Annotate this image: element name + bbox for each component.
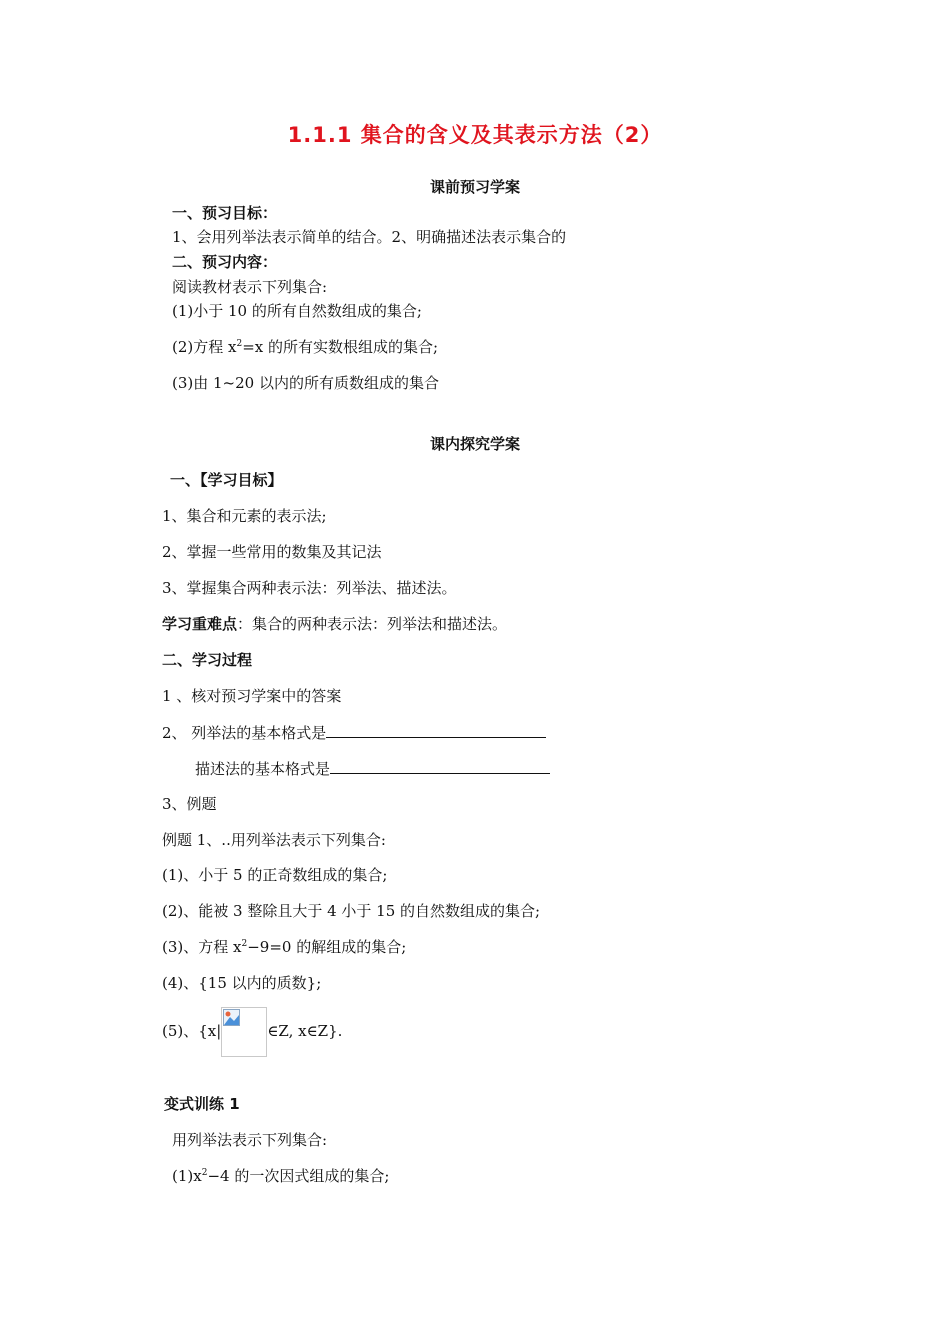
example-item-2: (2)、能被 3 整除且大于 4 小于 15 的自然数组成的集合; <box>162 902 541 920</box>
preview-item-2: (2)方程 $x^2=x$ 的所有实数根组成的集合; <box>172 338 439 356</box>
example-item-5: (5)、{x| ∈Z, x∈Z}. <box>162 1006 342 1057</box>
variant-intro: 用列举法表示下列集合: <box>172 1131 328 1149</box>
answer-blank <box>330 758 550 774</box>
process-heading: 二、学习过程 <box>162 651 253 669</box>
example-item-4: (4)、{15 以内的质数}; <box>162 974 322 992</box>
key-points: 学习重难点：集合的两种表示法：列举法和描述法。 <box>162 615 508 633</box>
example-intro: 例题 1、..用列举法表示下列集合: <box>162 831 386 849</box>
process-step-1: 1 、核对预习学案中的答案 <box>162 687 342 705</box>
preview-goal-heading: 一、预习目标： <box>172 204 278 222</box>
process-step-2-description-format: 描述法的基本格式是 <box>195 758 550 779</box>
learning-goals-heading: 一、【学习目标】 <box>170 471 283 489</box>
process-step-3: 3、例题 <box>162 795 217 813</box>
preview-goal-text: 1、会用列举法表示简单的结合。2、明确描述法表示集合的 <box>172 228 567 246</box>
answer-blank <box>326 722 546 738</box>
learning-goal-2: 2、掌握一些常用的数集及其记法 <box>162 543 382 561</box>
page-title: 1.1.1 集合的含义及其表示方法（2） <box>287 123 663 147</box>
learning-goal-1: 1、集合和元素的表示法; <box>162 507 327 525</box>
preview-item-1: (1)小于 10 的所有自然数组成的集合; <box>172 302 422 320</box>
preview-item-3: (3)由 1~20 以内的所有质数组成的集合 <box>172 374 439 392</box>
preview-content-heading: 二、预习内容： <box>172 253 278 271</box>
process-step-2-list-format: 2、 列举法的基本格式是 <box>162 722 546 743</box>
inclass-section-heading: 课内探究学案 <box>429 435 520 453</box>
example-item-3: (3)、方程 $x^2-9=0$ 的解组成的集合; <box>162 938 407 956</box>
broken-image-icon <box>221 1007 267 1057</box>
example-item-1: (1)、小于 5 的正奇数组成的集合; <box>162 866 388 884</box>
learning-goal-3: 3、掌握集合两种表示法：列举法、描述法。 <box>162 579 457 597</box>
preview-section-heading: 课前预习学案 <box>429 178 520 196</box>
variant-item-1: $(1)x^2-4$ 的一次因式组成的集合; <box>172 1167 390 1185</box>
variant-training-heading: 变式训练 1 <box>164 1095 240 1113</box>
preview-intro: 阅读教材表示下列集合: <box>172 278 328 296</box>
